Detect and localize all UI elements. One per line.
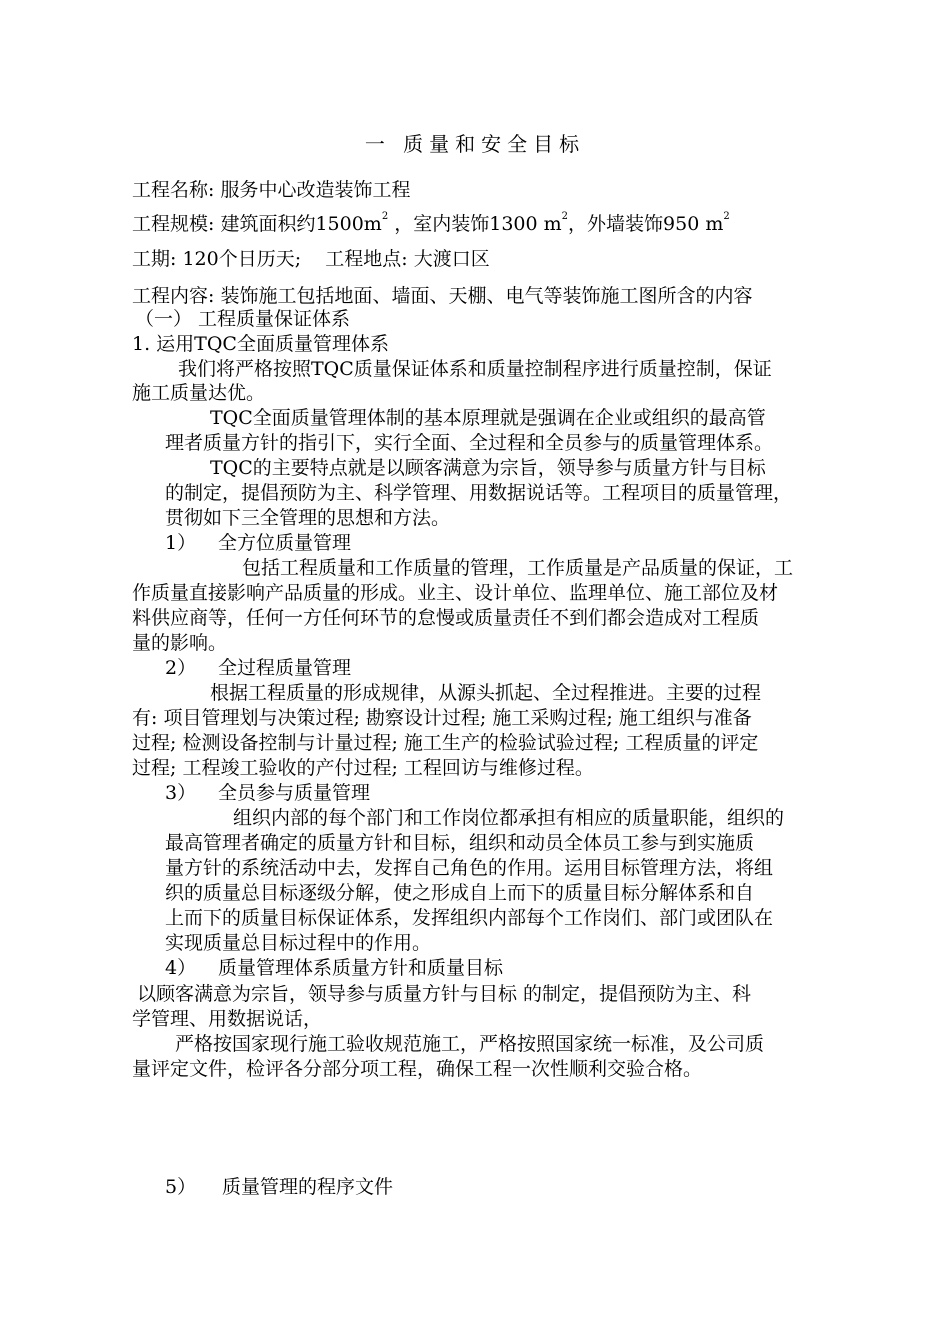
project-scale-sup-2: 2 — [561, 211, 569, 222]
item-2-line: 过程; 检测设备控制与计量过程; 施工生产的检验试验过程; 工程质量的评定 — [132, 732, 759, 754]
duration-location: 工期: 120个日历天; 工程地点: 大渡口区 — [132, 248, 490, 270]
content-scope: 工程内容: 装饰施工包括地面、墙面、天棚、电气等装饰施工图所含的内容 — [132, 285, 753, 307]
paragraph-1-line: 施工质量达优。 — [132, 382, 266, 404]
project-scale-prefix: 工程规模: 建筑面积约1500m — [132, 213, 382, 235]
item-5-heading: 质量管理的程序文件 — [222, 1176, 394, 1198]
paragraph-1-line: 我们将严格按照TQC质量保证体系和质量控制程序进行质量控制，保证 — [178, 358, 772, 380]
item-3-line: 上而下的质量目标保证体系，发挥组织内部每个工作岗们、部门或团队在 — [165, 907, 774, 929]
project-scale-sup-3: 2 — [723, 211, 730, 222]
item-1-line: 料供应商等，任何一方任何环节的怠慢或质量责任不到们都会造成对工程质 — [132, 607, 760, 629]
project-scale-after: ，外墙装饰950 m — [568, 213, 724, 235]
item-5-number: 5） — [165, 1176, 197, 1198]
item-4-heading: 质量管理体系质量方针和质量目标 — [218, 957, 504, 979]
item-4-line: 量评定文件，检评各分部分项工程，确保工程一次性顺利交验合格。 — [132, 1058, 703, 1080]
item-2-heading: 全过程质量管理 — [218, 657, 352, 679]
item-3-line: 组织内部的每个部门和工作岗位都承担有相应的质量职能，组织的 — [233, 807, 785, 829]
subsection-heading: 1. 运用TQC全面质量管理体系 — [132, 333, 389, 355]
item-4-number: 4） — [165, 957, 197, 979]
section-heading: （一） 工程质量保证体系 — [135, 308, 351, 330]
item-2-line: 有: 项目管理划与决策过程; 勘察设计过程; 施工采购过程; 施工组织与准备 — [132, 707, 752, 729]
item-2-line: 根据工程质量的形成规律，从源头抓起、全过程推进。主要的过程 — [210, 682, 762, 704]
paragraph-2-line: 理者质量方针的指引下，实行全面、全过程和全员参与的质量管理体系。 — [165, 432, 774, 454]
item-4-line: 以顾客满意为宗旨，领导参与质量方针与目标 的制定，提倡预防为主、科 — [137, 983, 752, 1005]
item-3-line: 量方针的系统活动中去，发挥自己角色的作用。运用目标管理方法，将组 — [165, 857, 774, 879]
item-1-line: 包括工程质量和工作质量的管理，工作质量是产品质量的保证，工 — [242, 557, 794, 579]
project-name: 工程名称: 服务中心改造装饰工程 — [132, 179, 411, 201]
project-scale — [132, 212, 730, 236]
document-title: 一 质量和安全目标 — [364, 132, 586, 156]
item-1-line: 作质量直接影响产品质量的形成。业主、设计单位、监理单位、施工部位及材 — [132, 582, 779, 604]
project-scale-middle: ，室内装饰1300 m — [388, 213, 562, 235]
paragraph-3-line: TQC的主要特点就是以顾客满意为宗旨，领导参与质量方针与目标 — [210, 457, 766, 479]
paragraph-3-line: 的制定，提倡预防为主、科学管理、用数据说话等。工程项目的质量管理， — [165, 482, 793, 504]
paragraph-3-line: 贯彻如下三全管理的思想和方法。 — [165, 507, 451, 529]
item-3-line: 最高管理者确定的质量方针和目标，组织和动员全体员工参与到实施质 — [165, 832, 755, 854]
item-3-line: 织的质量总目标逐级分解，使之形成自上而下的质量目标分解体系和自 — [165, 882, 755, 904]
item-3-heading: 全员参与质量管理 — [218, 782, 371, 804]
item-3-line: 实现质量总目标过程中的作用。 — [165, 932, 432, 954]
item-1-number: 1） — [165, 532, 197, 554]
item-4-line: 学管理、用数据说话， — [132, 1008, 323, 1030]
item-2-number: 2） — [165, 657, 197, 679]
item-1-heading: 全方位质量管理 — [218, 532, 352, 554]
paragraph-2-line: TQC全面质量管理体制的基本原理就是强调在企业或组织的最高管 — [210, 407, 766, 429]
item-3-number: 3） — [165, 782, 197, 804]
item-2-line: 过程; 工程竣工验收的产付过程; 工程回访与维修过程。 — [132, 757, 594, 779]
project-scale-sup-1: 2 — [381, 211, 389, 222]
item-4-line: 严格按国家现行施工验收规范施工，严格按照国家统一标准，及公司质 — [175, 1033, 765, 1055]
item-1-line: 量的影响。 — [132, 632, 228, 654]
